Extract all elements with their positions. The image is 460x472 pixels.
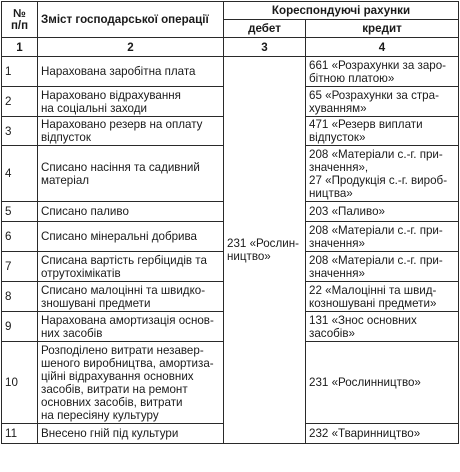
row-credit: 231 «Рослинництво» xyxy=(306,342,459,424)
row-credit: 208 «Матеріали с.-г. при- значення» xyxy=(306,222,459,252)
column-index: 2 xyxy=(38,38,224,57)
row-credit: 22 «Малоцінні та швид- козношувані предмети» xyxy=(306,282,459,312)
row-credit: 208 «Матеріали с.-г. при- значення» xyxy=(306,252,459,282)
row-num: 8 xyxy=(2,282,38,312)
row-num: 2 xyxy=(2,87,38,117)
row-num: 1 xyxy=(2,57,38,87)
table-row xyxy=(2,57,459,87)
row-credit: 471 «Резерв виплати відпусток» xyxy=(306,117,459,146)
row-operation: Списано малоцінні та швидко- зношувані предмети xyxy=(38,282,224,312)
row-debet-merged: 231 «Рослин- ництво» xyxy=(224,57,306,444)
row-operation: Списано паливо xyxy=(38,202,224,222)
row-operation: Нараховано резерв на оплату відпусток xyxy=(38,117,224,146)
row-num: 5 xyxy=(2,202,38,222)
row-num: 7 xyxy=(2,252,38,282)
header-corr-accounts: Кореспондуючі рахунки xyxy=(224,2,459,20)
row-credit: 232 «Тваринництво» xyxy=(306,424,459,444)
row-num: 11 xyxy=(2,424,38,444)
row-num: 6 xyxy=(2,222,38,252)
column-index: 4 xyxy=(306,38,459,57)
row-num: 4 xyxy=(2,146,38,202)
row-num: 10 xyxy=(2,342,38,424)
row-operation: Списана вартість гербіцидів та отрутохімікатів xyxy=(38,252,224,282)
header-num: № п/п xyxy=(2,2,38,38)
row-credit: 661 «Розрахунки за заро- бітною платою» xyxy=(306,57,459,87)
row-credit: 131 «Знос основних засобів» xyxy=(306,312,459,342)
row-operation: Списано насіння та садивний матеріал xyxy=(38,146,224,202)
row-num: 9 xyxy=(2,312,38,342)
row-operation: Нараховано відрахування на соціальні заходи xyxy=(38,87,224,117)
row-operation: Нарахована заробітна плата xyxy=(38,57,224,87)
header-debet: дебет xyxy=(224,20,306,38)
row-operation: Списано мінеральні добрива xyxy=(38,222,224,252)
row-credit: 203 «Паливо» xyxy=(306,202,459,222)
row-operation: Розподілено витрати незавер- шеного виробництва, амортиза- ційні відрахування основних засобів, витрати на ремонт основних засобів, витрати на пересіяну культуру xyxy=(38,342,224,424)
column-index: 1 xyxy=(2,38,38,57)
column-index: 3 xyxy=(224,38,306,57)
row-credit: 65 «Розрахунки за стра- хуванням» xyxy=(306,87,459,117)
row-num: 3 xyxy=(2,117,38,146)
row-operation: Внесено гній під культури xyxy=(38,424,224,444)
row-operation: Нарахована амортизація основ- них засобів xyxy=(38,312,224,342)
header-credit: кредит xyxy=(306,20,459,38)
header-operation: Зміст господарської операції xyxy=(38,2,224,38)
journal-table xyxy=(1,1,459,444)
row-credit: 208 «Матеріали с.-г. при- значення», 27 «Продукція с.-г. вироб- ництва» xyxy=(306,146,459,202)
